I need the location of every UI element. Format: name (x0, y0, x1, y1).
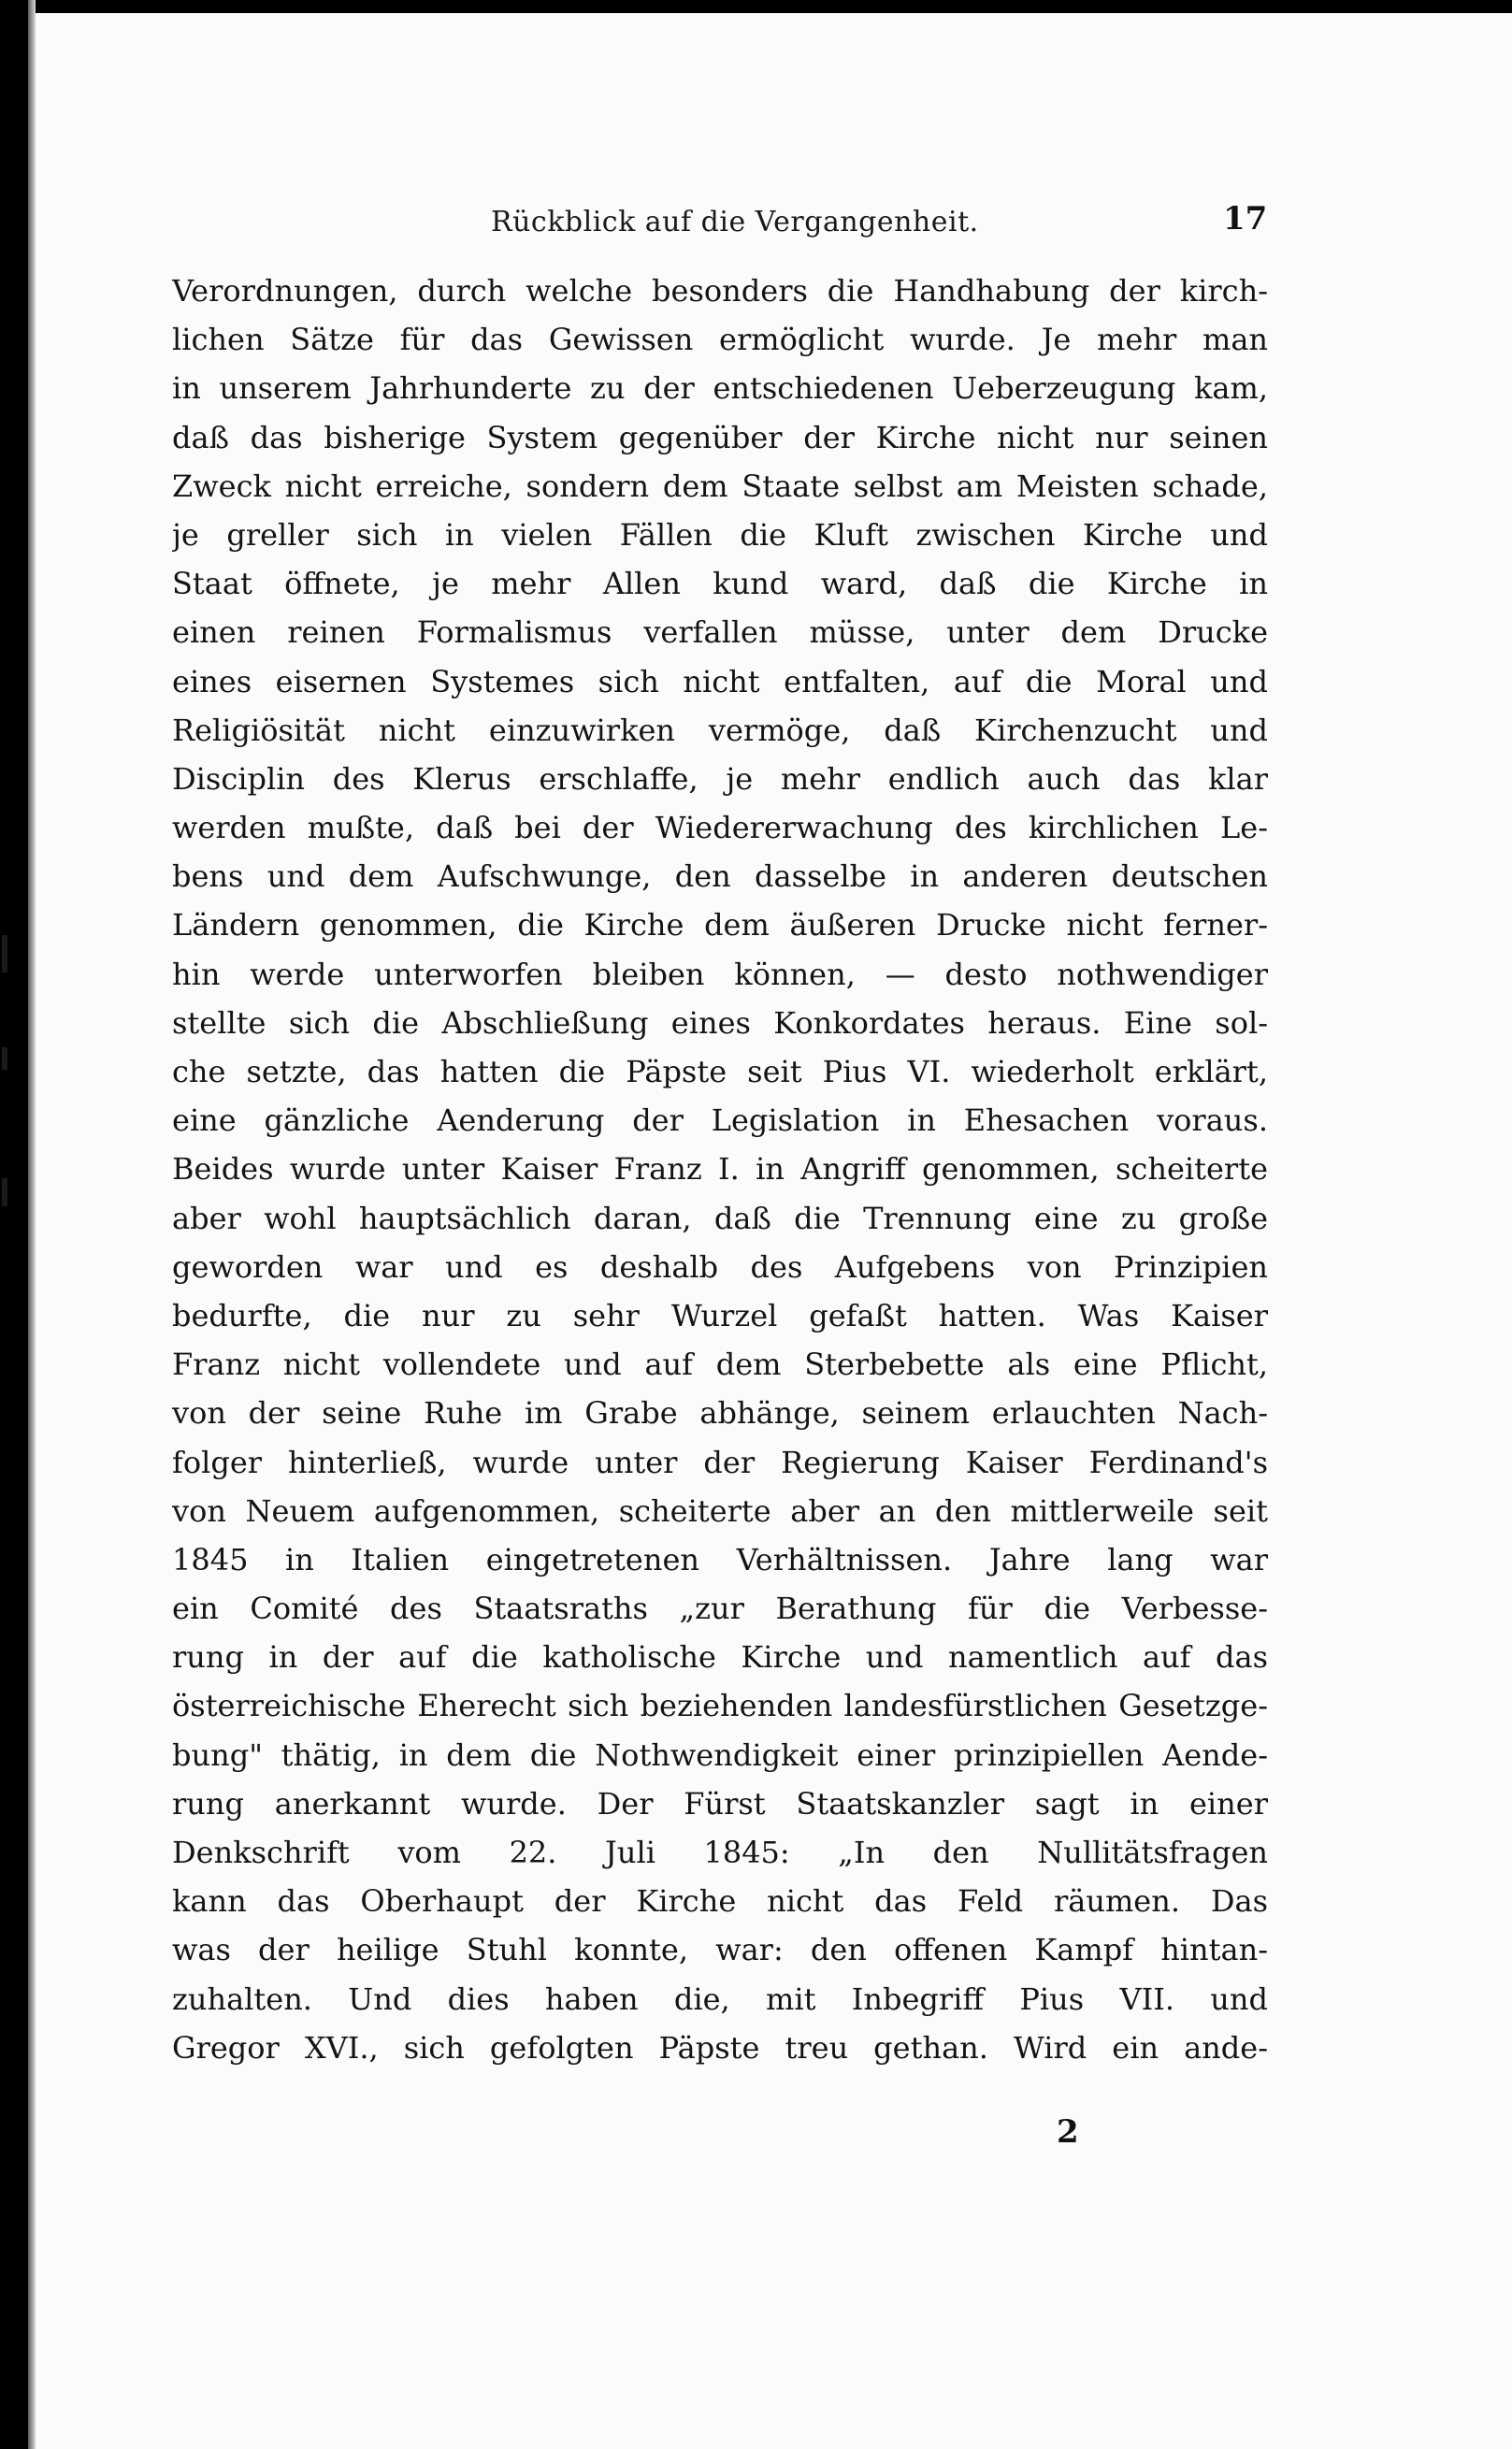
text-line: geworden war und es deshalb des Aufgebens von Prinzipien (172, 1248, 1268, 1285)
text-line: rung anerkannt wurde. Der Fürst Staatskanzler sagt in einer (172, 1785, 1268, 1822)
text-line: zuhalten. Und dies haben die, mit Inbegriff Pius VII. und (172, 1981, 1268, 2017)
text-line: bung" thätig, in dem die Nothwendigkeit einer prinzipiellen Aende- (172, 1736, 1268, 1773)
text-line: eine gänzliche Aenderung der Legislation in Ehesachen voraus. (172, 1102, 1268, 1139)
text-line: Staat öffnete, je mehr Allen kund ward, daß die Kirche in (172, 566, 1268, 602)
page-number: 17 (1223, 200, 1268, 238)
edge-mark (2, 1178, 7, 1206)
text-line: Franz nicht vollendete und auf dem Sterbebette als eine Pflicht, (172, 1347, 1268, 1383)
text-line: kann das Oberhaupt der Kirche nicht das Feld räumen. Das (172, 1883, 1268, 1920)
scan-border-left (0, 0, 28, 2449)
text-line: bens und dem Aufschwunge, den dasselbe in anderen deutschen (172, 858, 1268, 895)
text-line: Disciplin des Klerus erschlaffe, je mehr endlich auch das klar (172, 760, 1268, 797)
text-line: Zweck nicht erreiche, sondern dem Staate selbst am Meisten schade, (172, 468, 1268, 504)
text-line: aber wohl hauptsächlich daran, daß die Trennung eine zu große (172, 1200, 1268, 1236)
text-line: Denkschrift vom 22. Juli 1845: „In den Nullitätsfragen (172, 1835, 1268, 1870)
text-line: 1845 in Italien eingetretenen Verhältnissen. Jahre lang war (172, 1541, 1268, 1577)
text-line: folger hinterließ, wurde unter der Regierung Kaiser Ferdinand's (172, 1444, 1268, 1480)
text-line: werden mußte, daß bei der Wiedererwachung des kirchlichen Le- (172, 810, 1268, 846)
running-head: Rückblick auf die Vergangenheit. (491, 206, 979, 238)
text-line: Religiösität nicht einzuwirken vermöge, daß Kirchenzucht und (172, 712, 1268, 748)
text-line: ein Comité des Staatsraths „zur Berathung für die Verbesse- (172, 1591, 1268, 1627)
text-line: in unserem Jahrhunderte zu der entschiedenen Ueberzeugung kam, (172, 370, 1268, 407)
text-line: lichen Sätze für das Gewissen ermöglicht wurde. Je mehr man (172, 322, 1268, 358)
text-line: österreichische Eherecht sich beziehenden landesfürstlichen Gesetzge- (172, 1688, 1268, 1724)
signature-mark: 2 (1057, 2113, 1079, 2151)
text-line: von der seine Ruhe im Grabe abhänge, seinem erlauchten Nach- (172, 1395, 1268, 1432)
edge-mark (2, 935, 7, 972)
text-line: je greller sich in vielen Fällen die Kluft zwischen Kirche und (172, 516, 1268, 553)
text-line: che setzte, das hatten die Päpste seit Pius VI. wiederholt erklärt, (172, 1054, 1268, 1089)
text-line: daß das bisherige System gegenüber der Kirche nicht nur seinen (172, 419, 1268, 455)
edge-mark (2, 1047, 7, 1070)
text-line: von Neuem aufgenommen, scheiterte aber an den mittlerweile seit (172, 1492, 1268, 1529)
text-line: eines eisernen Systemes sich nicht entfalten, auf die Moral und (172, 663, 1268, 699)
text-line: Verordnungen, durch welche besonders die Handhabung der kirch- (172, 273, 1268, 309)
text-line: Gregor XVI., sich gefolgten Päpste treu gethan. Wird ein ande- (172, 2029, 1268, 2066)
text-line: rung in der auf die katholische Kirche und namentlich auf das (172, 1639, 1268, 1676)
text-line: stellte sich die Abschließung eines Konkordates heraus. Eine sol- (172, 1004, 1268, 1041)
text-line: bedurfte, die nur zu sehr Wurzel gefaßt hatten. Was Kaiser (172, 1297, 1268, 1333)
body-text (172, 267, 1268, 2072)
text-line: Beides wurde unter Kaiser Franz I. in Angriff genommen, scheiterte (172, 1151, 1268, 1188)
scan-border-top (0, 0, 1512, 13)
text-line: Ländern genommen, die Kirche dem äußeren Drucke nicht ferner- (172, 907, 1268, 944)
text-line: hin werde unterworfen bleiben können, — desto nothwendiger (172, 956, 1268, 992)
text-line: was der heilige Stuhl konnte, war: den offenen Kampf hintan- (172, 1932, 1268, 1968)
scan-gutter-shadow (28, 0, 36, 2449)
text-line: einen reinen Formalismus verfallen müsse, unter dem Drucke (172, 614, 1268, 651)
